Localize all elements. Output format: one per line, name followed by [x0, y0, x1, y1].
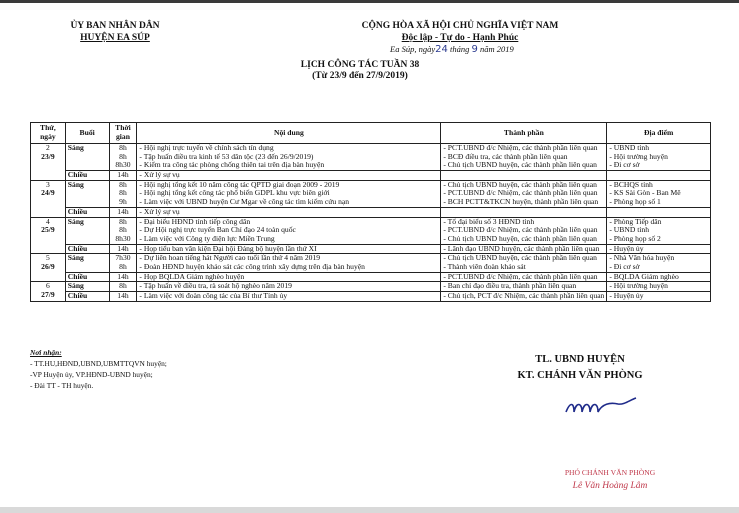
day-cell [31, 282, 66, 301]
schedule-title-main: LỊCH CÔNG TÁC TUẦN 38 [300, 60, 420, 70]
location-line: - Đi cơ sở [609, 262, 640, 271]
time-line: 14h [117, 244, 129, 253]
top-border [0, 0, 739, 3]
location-line [609, 171, 708, 180]
participants-line: - Thành viên đoàn khảo sát [443, 262, 526, 271]
time-line: 14h [117, 272, 129, 281]
participants-line: - Tổ đại biểu số 3 HĐND tỉnh [443, 217, 535, 226]
nation-title: CỘNG HÒA XÃ HỘI CHỦ NGHĨA VIỆT NAM [361, 21, 559, 31]
session-cell: Chiều [65, 207, 109, 217]
participants-cell [441, 244, 607, 254]
location-cell [607, 254, 711, 272]
time-cell [109, 144, 137, 171]
participants-line: - Ban chỉ đạo điều tra, thành phần liên quan [443, 282, 577, 291]
signer-name: Lê Văn Hoàng Lâm [572, 481, 648, 491]
time-line: 8h30 [115, 161, 131, 170]
time-line: 8h [119, 217, 127, 226]
content-line: - Hội nghị trực tuyến về chính sách tín dụng [139, 144, 274, 152]
column-header-day: Thứ, ngày [31, 123, 66, 144]
time-cell [109, 244, 137, 254]
participants-line: - PCT.UBND đ/c Nhiệm, các thành phần liên quan [443, 144, 598, 152]
location-line: - UBND tỉnh [609, 226, 650, 235]
time-line: 8h [119, 152, 127, 161]
time-cell [109, 292, 137, 302]
time-cell [109, 282, 137, 292]
content-cell [137, 217, 441, 244]
schedule-date-range: (Từ 23/9 đến 27/9/2019) [312, 71, 408, 81]
participants-cell [441, 144, 607, 171]
content-line: - Họp tiểu ban văn kiện Đại hội Đảng bộ huyện lần thứ XI [139, 244, 317, 253]
content-line: - Dự liên hoan tiếng hát Người cao tuổi lần thứ 4 năm 2019 [139, 254, 321, 263]
schedule-table [30, 122, 711, 302]
content-line: - Đoàn HĐND huyện khảo sát các công trình xây dựng trên địa bàn huyện [139, 262, 365, 271]
content-line: - Tập huấn điều tra kinh tế 53 dân tộc (23 đến 26/9/2019) [139, 152, 314, 161]
location-cell [607, 171, 711, 181]
content-cell [137, 254, 441, 272]
weekday: 3 [46, 179, 50, 189]
session-cell: Sáng [65, 144, 109, 171]
time-line: 8h [119, 226, 127, 235]
location-cell [607, 272, 711, 282]
location-cell [607, 292, 711, 302]
time-cell [109, 180, 137, 207]
content-line: - Hội nghị tổng kết 10 năm công tác QPTD giai đoạn 2009 - 2019 [139, 180, 340, 189]
participants-line: - PCT.UBND đ/c Nhiệm, các thành phần liên quan [443, 189, 598, 198]
content-line: - Hội nghị tổng kết công tác phổ biến GDPL khu vực biên giới [139, 189, 330, 198]
participants-line: - Chủ tịch UBND huyện, các thành phần liên quan [443, 234, 597, 243]
recipients-block [30, 347, 167, 391]
participants-line: - PCT.UBND đ/c Nhiệm, các thành phần liên quan [443, 226, 598, 235]
weekday: 6 [46, 281, 50, 291]
participants-line [443, 208, 604, 217]
time-cell [109, 171, 137, 181]
table-row [31, 207, 711, 217]
session-cell: Sáng [65, 254, 109, 272]
content-line: - Họp BQLDA Giảm nghèo huyện [139, 272, 245, 281]
participants-cell [441, 171, 607, 181]
content-cell [137, 244, 441, 254]
participants-line: - BCH PCTT&TKCN huyện, thành phần liên quan [443, 198, 599, 207]
date-month: 9 [471, 44, 478, 55]
table-header-row [31, 123, 711, 144]
participants-line: - Chủ tịch, PCT đ/c Nhiệm, các thành phần liên quan [443, 292, 605, 301]
weekday: 5 [46, 253, 50, 263]
location-line: - Hội trường huyện [609, 152, 668, 161]
time-line: 9h [119, 198, 127, 207]
table-row [31, 144, 711, 171]
day-cell [31, 180, 66, 217]
day-cell [31, 254, 66, 282]
table-row [31, 217, 711, 244]
content-cell [137, 144, 441, 171]
column-header-location: Địa điểm [607, 123, 711, 144]
date-year: năm 2019 [479, 44, 514, 54]
location-cell [607, 217, 711, 244]
session-cell: Sáng [65, 282, 109, 292]
signature-line-2: KT. CHÁNH VĂN PHÒNG [517, 370, 643, 381]
location-cell [607, 207, 711, 217]
recipients-heading: Nơi nhận: [30, 348, 62, 357]
content-line: - Làm việc với đoàn công tác của Bí thư Tỉnh ủy [139, 292, 288, 301]
schedule-title [230, 60, 490, 82]
participants-cell [441, 292, 607, 302]
time-cell [109, 272, 137, 282]
date: 25/9 [41, 225, 55, 235]
participants-cell [441, 272, 607, 282]
location-line [609, 208, 708, 217]
agency-header [40, 20, 190, 44]
content-line: - Làm việc với Công ty điện lực Miền Trung [139, 234, 275, 243]
session-cell: Chiều [65, 292, 109, 302]
time-line: 8h [119, 189, 127, 198]
location-line: - UBND tỉnh [609, 144, 650, 152]
location-cell [607, 180, 711, 207]
content-cell [137, 171, 441, 181]
time-cell [109, 207, 137, 217]
table-row [31, 292, 711, 302]
content-line: - Tập huấn về điều tra, rà soát hộ nghèo năm 2019 [139, 282, 292, 291]
date-day: 24 [435, 44, 448, 55]
issue-date [390, 44, 650, 55]
location-line: - Nhà Văn hóa huyện [609, 254, 675, 263]
handwritten-signature [560, 392, 640, 422]
date-month-label: tháng [449, 44, 470, 54]
content-cell [137, 180, 441, 207]
weekday: 4 [46, 216, 50, 226]
time-cell [109, 217, 137, 244]
location-line: - BCHQS tỉnh [609, 180, 653, 189]
location-line: - Phòng họp số 2 [609, 234, 661, 243]
agency-name: ỦY BAN NHÂN DÂN [70, 21, 160, 31]
location-cell [607, 144, 711, 171]
location-cell [607, 244, 711, 254]
time-line: 7h30 [115, 254, 131, 263]
date: 27/9 [41, 290, 55, 300]
content-line: - Đại biểu HĐND tỉnh tiếp công dân [139, 217, 251, 226]
weekday: 2 [46, 143, 50, 152]
table-row [31, 180, 711, 207]
column-header-session: Buổi [65, 123, 109, 144]
date: 23/9 [41, 151, 55, 161]
column-header-time: Thời gian [109, 123, 137, 144]
time-line: 8h [119, 144, 127, 152]
participants-cell [441, 217, 607, 244]
date: 26/9 [41, 262, 55, 271]
signature-block [480, 352, 680, 384]
participants-line: - Lãnh đạo UBND huyện, các thành phần liên quan [443, 244, 600, 253]
national-header [295, 20, 625, 44]
session-cell: Chiều [65, 272, 109, 282]
content-cell [137, 282, 441, 292]
date: 24/9 [41, 188, 55, 198]
time-line: 14h [117, 207, 129, 216]
date-prefix: Ea Súp, ngày [390, 44, 436, 54]
column-header-content: Nội dung [137, 123, 441, 144]
recipient-item: - Đài TT - TH huyện. [30, 381, 94, 390]
schedule-body [31, 144, 711, 302]
table-row [31, 282, 711, 292]
content-cell [137, 272, 441, 282]
participants-cell [441, 207, 607, 217]
table-row [31, 171, 711, 181]
day-cell [31, 144, 66, 181]
session-cell: Sáng [65, 180, 109, 207]
participants-line: - Chủ tịch UBND huyện, các thành phần liên quan [443, 161, 597, 170]
table-row [31, 272, 711, 282]
location-cell [607, 282, 711, 292]
content-line: - Xử lý sự vụ [139, 207, 180, 216]
content-line: - Làm việc với UBND huyện Cư Mgar về công tác tìm kiếm cứu nạn [139, 198, 350, 207]
session-cell: Sáng [65, 217, 109, 244]
content-line: - Kiểm tra công tác phòng chống thiên tai trên địa bàn huyện [139, 161, 325, 170]
content-line: - Xử lý sự vụ [139, 171, 180, 180]
national-motto: Độc lập - Tự do - Hạnh Phúc [401, 33, 519, 43]
stamp-title: PHÓ CHÁNH VĂN PHÒNG [564, 468, 656, 477]
signature-line-1: TL. UBND HUYỆN [535, 354, 625, 365]
recipient-item: -VP Huyện ủy, VP.HĐND-UBND huyện; [30, 370, 153, 379]
district-name: HUYỆN EA SÚP [80, 33, 150, 43]
table-row [31, 254, 711, 272]
session-cell: Chiều [65, 171, 109, 181]
content-cell [137, 292, 441, 302]
column-header-participants: Thành phần [441, 123, 607, 144]
content-cell [137, 207, 441, 217]
time-line: 8h [119, 180, 127, 189]
location-line: - Phòng họp số 1 [609, 198, 661, 207]
location-line: - Hội trường huyện [609, 282, 668, 291]
time-line: 8h [119, 262, 127, 271]
participants-cell [441, 282, 607, 292]
time-line: 14h [117, 292, 129, 301]
recipient-item: - TT.HU,HĐND,UBND,UBMTTQVN huyện; [30, 359, 167, 368]
participants-line: - PCT.UBND đ/c Nhiệm, các thành phần liên quan [443, 272, 598, 281]
participants-cell [441, 180, 607, 207]
session-cell: Chiều [65, 244, 109, 254]
time-line: 8h [119, 282, 127, 291]
day-cell [31, 217, 66, 254]
location-line: - Phòng Tiếp dân [609, 217, 662, 226]
participants-cell [441, 254, 607, 272]
time-line: 14h [117, 171, 129, 180]
location-line: - Đi cơ sở [609, 161, 640, 170]
participants-line: - Chủ tịch UBND huyện, các thành phần liên quan [443, 180, 597, 189]
time-line: 8h30 [115, 234, 131, 243]
location-line: - Huyện ủy [609, 244, 644, 253]
location-line: - BQLDA Giảm nghèo [609, 272, 679, 281]
participants-line: - Chủ tịch UBND huyện, các thành phần liên quan [443, 254, 597, 263]
content-line: - Dự Hội nghị trực tuyến Ban Chỉ đạo 24 toàn quốc [139, 226, 296, 235]
table-row [31, 244, 711, 254]
time-cell [109, 254, 137, 272]
bottom-border [0, 507, 739, 513]
location-line: - KS Sài Gòn - Ban Mê [609, 189, 681, 198]
participants-line: - BCĐ điều tra, các thành phần liên quan [443, 152, 568, 161]
participants-line [443, 171, 604, 180]
location-line: - Huyện ủy [609, 292, 644, 301]
